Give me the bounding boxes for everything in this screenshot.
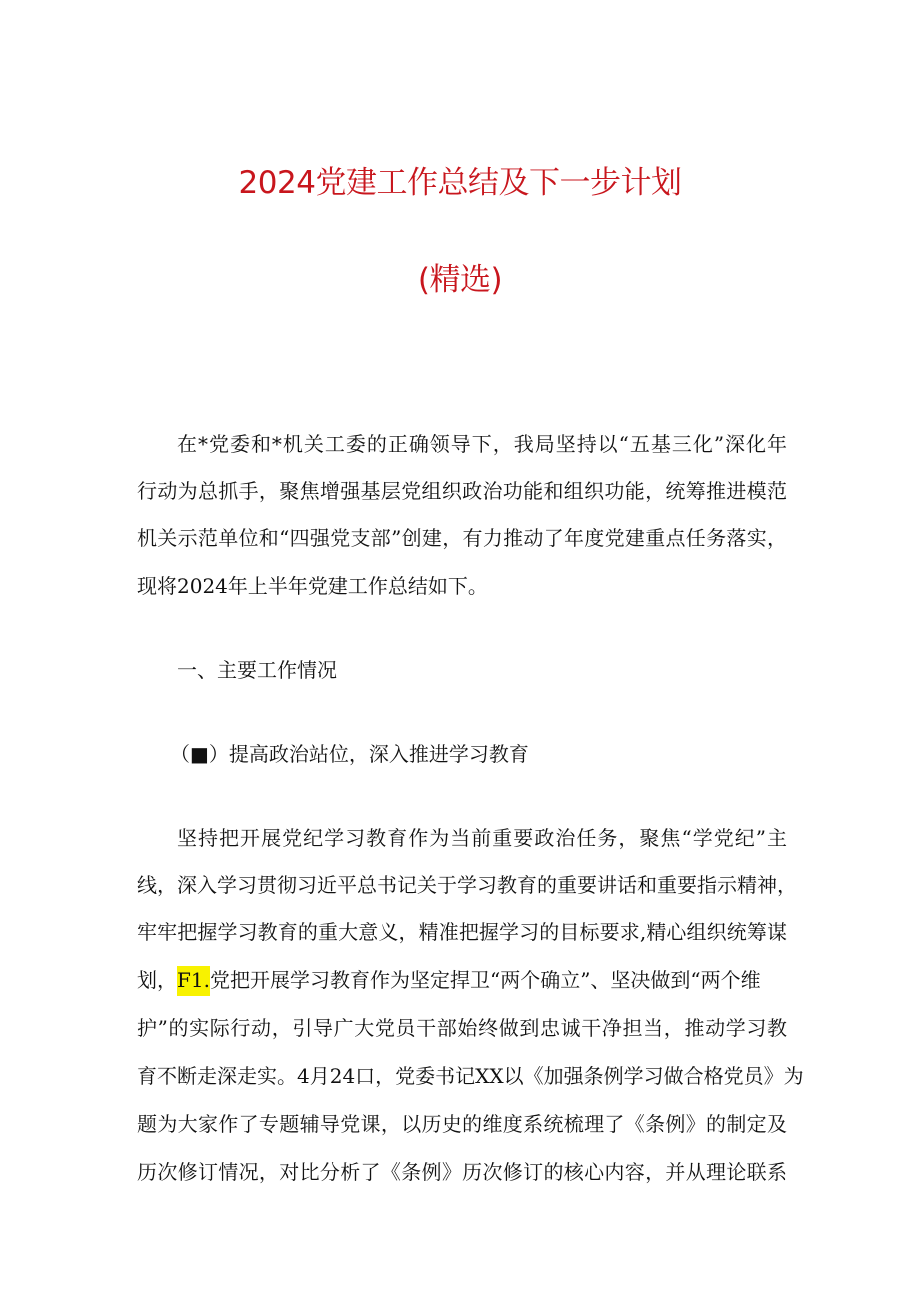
body-line-7: 题为大家作了专题辅导党课，以历史的维度系统梳理了《条例》的制定及 (137, 1112, 787, 1136)
body-line-4-rest: 党把开展学习教育作为坚定捍卫“两个确立”、坚决做到“两个维 (209, 968, 761, 992)
highlighted-text: F1. (177, 966, 210, 996)
document-subtitle: (精选) (417, 262, 503, 298)
body-line-1: 坚持把开展党纪学习教育作为当前重要政治任务，聚焦“学党纪”主 (177, 826, 787, 850)
body-line-6: 育不断走深走实。4月24口，党委书记XX以《加强条例学习做合格党员》为 (137, 1064, 804, 1088)
body-line-8: 历次修订情况，对比分析了《条例》历次修订的核心内容，并从理论联系 (137, 1160, 787, 1184)
body-line-5: 护”的实际行动，引导广大党员干部始终做到忠诚干净担当，推动学习教 (137, 1016, 787, 1040)
body-line-4 (137, 970, 787, 990)
intro-line-4: 现将2024年上半年党建工作总结如下。 (137, 574, 488, 598)
body-line-3: 牢牢把握学习教育的重大意义，精准把握学习的目标要求,精心组织统筹谋 (137, 920, 787, 944)
body-line-2: 线，深入学习贯彻习近平总书记关于学习教育的重要讲话和重要指示精神， (137, 873, 797, 897)
intro-line-2: 行动为总抓手，聚焦增强基层党组织政治功能和组织功能，统筹推进模范 (137, 479, 787, 503)
document-title: 2024党建工作总结及下一步计划 (238, 165, 682, 201)
body-line-4-start: 划， (137, 968, 177, 992)
subsection-heading: （■）提高政治站位，深入推进学习教育 (170, 742, 529, 766)
intro-line-1: 在*党委和*机关工委的正确领导下，我局坚持以“五基三化”深化年 (177, 432, 787, 456)
intro-line-3: 机关示范单位和“四强党支部”创建，有力推动了年度党建重点任务落实， (137, 526, 787, 550)
section-heading: 一、主要工作情况 (177, 658, 337, 682)
